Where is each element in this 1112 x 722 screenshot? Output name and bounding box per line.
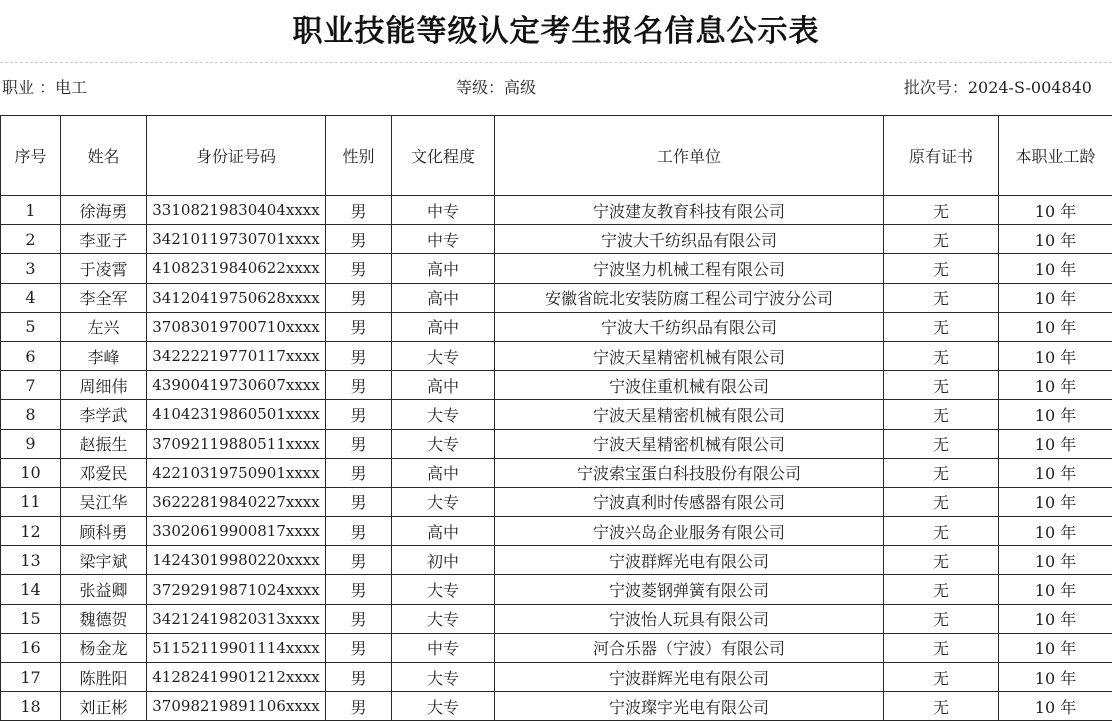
cell-years-in-occupation: 10 年 xyxy=(999,692,1112,721)
occupation-label: 职业 ：电工 xyxy=(2,78,88,97)
cell-index: 17 xyxy=(1,663,61,692)
cell-name: 邓爱民 xyxy=(61,458,147,487)
cell-employer: 宁波兴岛企业服务有限公司 xyxy=(495,517,884,546)
cell-years-in-occupation: 10 年 xyxy=(999,312,1112,341)
cell-employer: 安徽省皖北安装防腐工程公司宁波分公司 xyxy=(495,283,884,312)
table-row xyxy=(1,225,1112,254)
cell-education: 大专 xyxy=(392,487,495,516)
cell-name: 杨金龙 xyxy=(61,633,147,662)
cell-gender: 男 xyxy=(326,546,392,575)
cell-employer: 宁波坚力机械工程有限公司 xyxy=(495,254,884,283)
cell-employer: 宁波天星精密机械有限公司 xyxy=(495,400,884,429)
column-header-years-in-occupation: 本职业工龄 xyxy=(999,116,1112,196)
cell-years-in-occupation: 10 年 xyxy=(999,633,1112,662)
cell-gender: 男 xyxy=(326,283,392,312)
cell-employer: 宁波大千纺织品有限公司 xyxy=(495,312,884,341)
cell-years-in-occupation: 10 年 xyxy=(999,341,1112,370)
cell-years-in-occupation: 10 年 xyxy=(999,225,1112,254)
cell-employer: 宁波群辉光电有限公司 xyxy=(495,546,884,575)
cell-name: 李全军 xyxy=(61,283,147,312)
cell-gender: 男 xyxy=(326,225,392,254)
cell-index: 12 xyxy=(1,517,61,546)
cell-existing-certificate: 无 xyxy=(884,692,999,721)
cell-education: 大专 xyxy=(392,429,495,458)
cell-gender: 男 xyxy=(326,663,392,692)
cell-education: 大专 xyxy=(392,692,495,721)
table-row xyxy=(1,429,1112,458)
cell-education: 高中 xyxy=(392,458,495,487)
table-row xyxy=(1,400,1112,429)
cell-id-number: 43900419730607xxxx xyxy=(147,371,326,400)
cell-existing-certificate: 无 xyxy=(884,283,999,312)
cell-id-number: 34212419820313xxxx xyxy=(147,604,326,633)
cell-education: 大专 xyxy=(392,663,495,692)
cell-index: 8 xyxy=(1,400,61,429)
cell-index: 7 xyxy=(1,371,61,400)
cell-gender: 男 xyxy=(326,312,392,341)
cell-index: 11 xyxy=(1,487,61,516)
cell-name: 梁宇斌 xyxy=(61,546,147,575)
cell-years-in-occupation: 10 年 xyxy=(999,546,1112,575)
cell-id-number: 36222819840227xxxx xyxy=(147,487,326,516)
table-row xyxy=(1,663,1112,692)
cell-years-in-occupation: 10 年 xyxy=(999,283,1112,312)
cell-years-in-occupation: 10 年 xyxy=(999,458,1112,487)
column-header-employer: 工作单位 xyxy=(495,116,884,196)
cell-index: 5 xyxy=(1,312,61,341)
table-row xyxy=(1,575,1112,604)
cell-name: 刘正彬 xyxy=(61,692,147,721)
cell-education: 中专 xyxy=(392,225,495,254)
cell-name: 周细伟 xyxy=(61,371,147,400)
column-header-name: 姓名 xyxy=(61,116,147,196)
column-header-education: 文化程度 xyxy=(392,116,495,196)
table-row xyxy=(1,458,1112,487)
cell-id-number: 34222219770117xxxx xyxy=(147,341,326,370)
cell-employer: 宁波真利时传感器有限公司 xyxy=(495,487,884,516)
cell-id-number: 33020619900817xxxx xyxy=(147,517,326,546)
cell-id-number: 34120419750628xxxx xyxy=(147,283,326,312)
cell-years-in-occupation: 10 年 xyxy=(999,371,1112,400)
table-row xyxy=(1,517,1112,546)
cell-index: 16 xyxy=(1,633,61,662)
table-row xyxy=(1,312,1112,341)
cell-existing-certificate: 无 xyxy=(884,341,999,370)
cell-years-in-occupation: 10 年 xyxy=(999,487,1112,516)
table-body xyxy=(1,196,1112,721)
cell-gender: 男 xyxy=(326,487,392,516)
table-row xyxy=(1,604,1112,633)
cell-education: 高中 xyxy=(392,283,495,312)
cell-id-number: 33108219830404xxxx xyxy=(147,196,326,225)
table-row xyxy=(1,196,1112,225)
cell-id-number: 37083019700710xxxx xyxy=(147,312,326,341)
cell-education: 大专 xyxy=(392,575,495,604)
cell-index: 18 xyxy=(1,692,61,721)
cell-name: 陈胜阳 xyxy=(61,663,147,692)
table-row xyxy=(1,371,1112,400)
header-row xyxy=(1,116,1112,196)
cell-id-number: 37098219891106xxxx xyxy=(147,692,326,721)
cell-id-number: 34210119730701xxxx xyxy=(147,225,326,254)
cell-gender: 男 xyxy=(326,196,392,225)
cell-gender: 男 xyxy=(326,458,392,487)
cell-gender: 男 xyxy=(326,517,392,546)
cell-education: 大专 xyxy=(392,604,495,633)
cell-existing-certificate: 无 xyxy=(884,487,999,516)
table-row xyxy=(1,692,1112,721)
cell-education: 初中 xyxy=(392,546,495,575)
cell-id-number: 51152119901114xxxx xyxy=(147,633,326,662)
cell-id-number: 42210319750901xxxx xyxy=(147,458,326,487)
cell-name: 张益卿 xyxy=(61,575,147,604)
cell-existing-certificate: 无 xyxy=(884,604,999,633)
cell-id-number: 41082319840622xxxx xyxy=(147,254,326,283)
cell-employer: 宁波建友教育科技有限公司 xyxy=(495,196,884,225)
cell-index: 10 xyxy=(1,458,61,487)
cell-existing-certificate: 无 xyxy=(884,633,999,662)
cell-existing-certificate: 无 xyxy=(884,371,999,400)
cell-index: 3 xyxy=(1,254,61,283)
cell-index: 1 xyxy=(1,196,61,225)
cell-existing-certificate: 无 xyxy=(884,458,999,487)
cell-name: 李学武 xyxy=(61,400,147,429)
cell-index: 6 xyxy=(1,341,61,370)
cell-education: 中专 xyxy=(392,196,495,225)
cell-employer: 宁波天星精密机械有限公司 xyxy=(495,429,884,458)
cell-gender: 男 xyxy=(326,254,392,283)
cell-id-number: 37292919871024xxxx xyxy=(147,575,326,604)
cell-education: 高中 xyxy=(392,254,495,283)
cell-years-in-occupation: 10 年 xyxy=(999,196,1112,225)
cell-existing-certificate: 无 xyxy=(884,312,999,341)
level-label: 等级：高级 xyxy=(456,78,537,97)
cell-name: 赵振生 xyxy=(61,429,147,458)
cell-gender: 男 xyxy=(326,371,392,400)
cell-employer: 宁波住重机械有限公司 xyxy=(495,371,884,400)
cell-existing-certificate: 无 xyxy=(884,429,999,458)
page-title: 职业技能等级认定考生报名信息公示表 xyxy=(292,14,820,49)
cell-id-number: 41282419901212xxxx xyxy=(147,663,326,692)
cell-existing-certificate: 无 xyxy=(884,254,999,283)
cell-name: 魏德贺 xyxy=(61,604,147,633)
column-header-id-number: 身份证号码 xyxy=(147,116,326,196)
cell-index: 14 xyxy=(1,575,61,604)
table-row xyxy=(1,546,1112,575)
cell-years-in-occupation: 10 年 xyxy=(999,604,1112,633)
table-row xyxy=(1,633,1112,662)
table-row xyxy=(1,254,1112,283)
batch-number-label: 批次号：2024-S-004840 xyxy=(903,78,1092,97)
cell-education: 中专 xyxy=(392,633,495,662)
table-header xyxy=(1,116,1112,196)
cell-education: 高中 xyxy=(392,517,495,546)
cell-education: 高中 xyxy=(392,312,495,341)
cell-years-in-occupation: 10 年 xyxy=(999,254,1112,283)
cell-gender: 男 xyxy=(326,575,392,604)
cell-existing-certificate: 无 xyxy=(884,546,999,575)
cell-employer: 宁波天星精密机械有限公司 xyxy=(495,341,884,370)
cell-existing-certificate: 无 xyxy=(884,225,999,254)
cell-education: 大专 xyxy=(392,400,495,429)
cell-id-number: 37092119880511xxxx xyxy=(147,429,326,458)
cell-index: 4 xyxy=(1,283,61,312)
cell-existing-certificate: 无 xyxy=(884,575,999,604)
cell-gender: 男 xyxy=(326,692,392,721)
cell-years-in-occupation: 10 年 xyxy=(999,429,1112,458)
column-header-existing-certificate: 原有证书 xyxy=(884,116,999,196)
cell-id-number: 41042319860501xxxx xyxy=(147,400,326,429)
column-header-index: 序号 xyxy=(1,116,61,196)
cell-name: 顾科勇 xyxy=(61,517,147,546)
cell-index: 2 xyxy=(1,225,61,254)
cell-years-in-occupation: 10 年 xyxy=(999,663,1112,692)
cell-education: 高中 xyxy=(392,371,495,400)
cell-index: 9 xyxy=(1,429,61,458)
cell-existing-certificate: 无 xyxy=(884,400,999,429)
cell-existing-certificate: 无 xyxy=(884,663,999,692)
cell-existing-certificate: 无 xyxy=(884,196,999,225)
cell-existing-certificate: 无 xyxy=(884,517,999,546)
cell-index: 15 xyxy=(1,604,61,633)
candidate-table xyxy=(0,115,1112,721)
title-divider xyxy=(0,62,1112,63)
table-row xyxy=(1,283,1112,312)
cell-gender: 男 xyxy=(326,400,392,429)
cell-years-in-occupation: 10 年 xyxy=(999,400,1112,429)
cell-employer: 宁波群辉光电有限公司 xyxy=(495,663,884,692)
cell-name: 李亚子 xyxy=(61,225,147,254)
cell-employer: 宁波怡人玩具有限公司 xyxy=(495,604,884,633)
cell-employer: 宁波菱钢弹簧有限公司 xyxy=(495,575,884,604)
cell-gender: 男 xyxy=(326,604,392,633)
cell-employer: 宁波索宝蛋白科技股份有限公司 xyxy=(495,458,884,487)
cell-name: 于凌霄 xyxy=(61,254,147,283)
cell-education: 大专 xyxy=(392,341,495,370)
cell-gender: 男 xyxy=(326,341,392,370)
table-row xyxy=(1,487,1112,516)
cell-id-number: 14243019980220xxxx xyxy=(147,546,326,575)
cell-years-in-occupation: 10 年 xyxy=(999,575,1112,604)
cell-name: 李峰 xyxy=(61,341,147,370)
table-row xyxy=(1,341,1112,370)
cell-years-in-occupation: 10 年 xyxy=(999,517,1112,546)
cell-name: 吴江华 xyxy=(61,487,147,516)
cell-index: 13 xyxy=(1,546,61,575)
cell-gender: 男 xyxy=(326,633,392,662)
cell-employer: 河合乐器（宁波）有限公司 xyxy=(495,633,884,662)
cell-employer: 宁波璨宇光电有限公司 xyxy=(495,692,884,721)
cell-employer: 宁波大千纺织品有限公司 xyxy=(495,225,884,254)
column-header-gender: 性别 xyxy=(326,116,392,196)
cell-name: 徐海勇 xyxy=(61,196,147,225)
cell-gender: 男 xyxy=(326,429,392,458)
cell-name: 左兴 xyxy=(61,312,147,341)
